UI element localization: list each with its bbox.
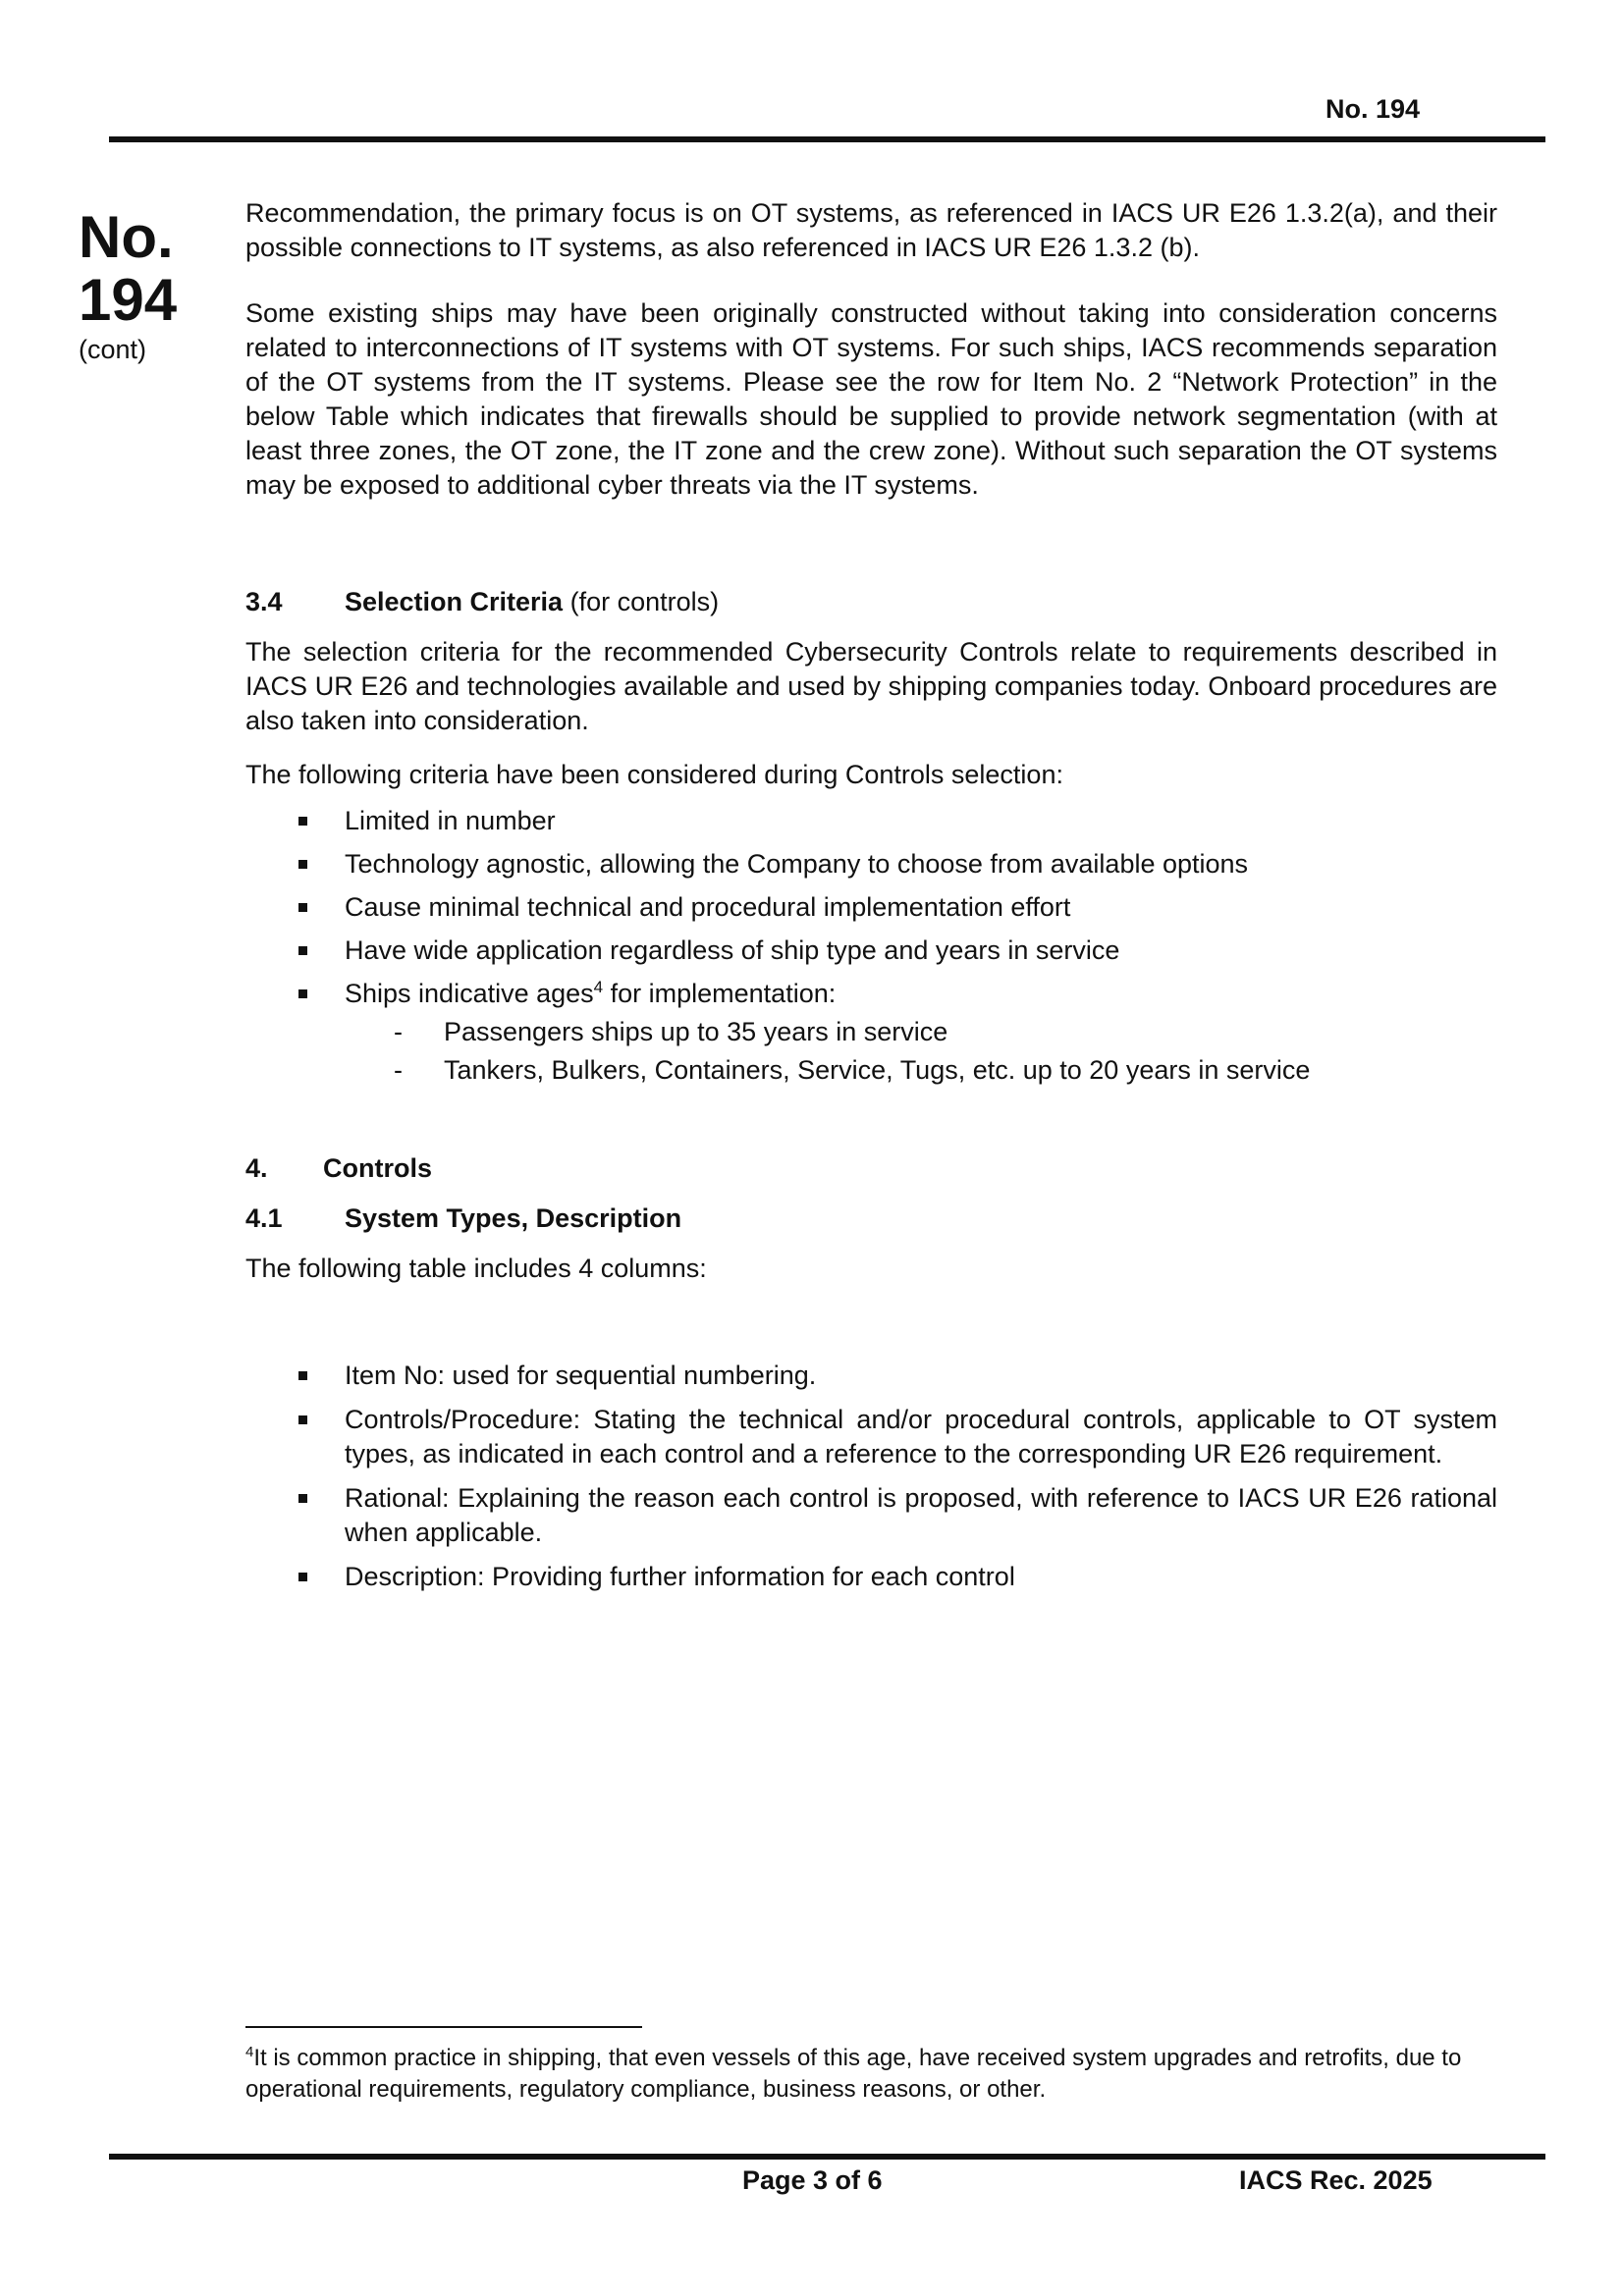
criteria-intro-paragraph: The following criteria have been considered during Controls selection: <box>245 760 1063 789</box>
section-4-1-heading <box>245 1201 1497 1236</box>
dash-icon: - <box>394 1017 403 1046</box>
intro-paragraph-2: Some existing ships may have been originally constructed without taking into consideration concerns related to interconnections of IT systems with OT systems. For such ships, IACS recommends separation of the OT systems from the IT systems. Please see the row for Item No. 2 “Network Protection” in the below Table which indicates that firewalls should be supplied to provide network segmentation (with at least three zones, the OT zone, the IT zone and the crew zone). Without such separation the OT systems may be exposed to additional cyber threats via the IT systems. <box>245 298 1497 500</box>
sub-list-item: - Tankers, Bulkers, Containers, Service, Tugs, etc. up to 20 years in service <box>345 1053 1497 1088</box>
list-item: Technology agnostic, allowing the Company to choose from available options <box>245 847 1497 881</box>
section-title: System Types, Description <box>345 1203 682 1233</box>
bullet-icon <box>298 903 307 912</box>
section-number: 4.1 <box>245 1203 283 1233</box>
bullet-icon <box>298 1573 307 1581</box>
selection-criteria-paragraph: The selection criteria for the recommended Cybersecurity Controls relate to requirements described in IACS UR E26 and technologies available and used by shipping companies today. Onboard procedures are also taken into consideration. <box>245 637 1497 735</box>
intro-paragraph-1: Recommendation, the primary focus is on OT systems, as referenced in IACS UR E26 1.3.2(a), and their possible connections to IT systems, as also referenced in IACS UR E26 1.3.2 (b). <box>245 198 1497 262</box>
columns-list <box>245 1359 1497 1594</box>
side-label-no: No. <box>79 204 174 270</box>
sub-list-item: - Passengers ships up to 35 years in service <box>345 1015 1497 1049</box>
bullet-icon <box>298 989 307 998</box>
page-number: Page 3 of 6 <box>742 2165 883 2195</box>
header-rule <box>109 136 1545 142</box>
ages-sublist <box>345 1015 1497 1088</box>
section-number: 3.4 <box>245 587 283 616</box>
bullet-icon <box>298 1415 307 1424</box>
bullet-icon <box>298 1494 307 1503</box>
criteria-list <box>245 804 1497 1088</box>
footnote-ref[interactable]: 4 <box>593 978 604 996</box>
main-content <box>245 196 1497 1604</box>
list-item: Limited in number <box>245 804 1497 838</box>
bullet-icon <box>298 817 307 826</box>
list-item: Rational: Explaining the reason each control is proposed, with reference to IACS UR E26 rational when applicable. <box>245 1481 1497 1550</box>
list-item: Controls/Procedure: Stating the technical and/or procedural controls, applicable to OT system types, as indicated in each control and a reference to the corresponding UR E26 requirement. <box>245 1403 1497 1471</box>
section-title: Selection Criteria <box>345 587 564 616</box>
footer-rule <box>109 2154 1545 2160</box>
bullet-icon <box>298 860 307 869</box>
footnote <box>245 2043 1497 2106</box>
list-item: Item No: used for sequential numbering. <box>245 1359 1497 1393</box>
dash-icon: - <box>394 1055 403 1085</box>
list-item: Have wide application regardless of ship type and years in service <box>245 934 1497 968</box>
section-number: 4. <box>245 1153 268 1183</box>
header-doc-number: No. 194 <box>1325 94 1421 124</box>
list-item-ages: Ships indicative ages$^4$ for implementation: - Passengers ships up to 35 years in service - Tankers, Bulkers, Containers, Service, Tugs, etc. up to 20 years in service <box>245 977 1497 1088</box>
section-4-heading <box>245 1151 1497 1186</box>
footnote-marker: 4 <box>245 2044 254 2060</box>
side-label <box>79 206 187 365</box>
bullet-icon <box>298 1371 307 1380</box>
document-reference: IACS Rec. 2025 <box>1239 2165 1433 2195</box>
list-item: Cause minimal technical and procedural implementation effort <box>245 890 1497 925</box>
side-label-cont: (cont) <box>79 335 147 364</box>
footnote-separator <box>245 2026 642 2028</box>
section-3-4-heading <box>245 585 1497 619</box>
section-title-suffix: (for controls) <box>569 587 720 616</box>
footnote-text: It is common practice in shipping, that even vessels of this age, have received system upgrades and retrofits, due to operational requirements, regulatory compliance, business reasons, or other. <box>245 2045 1462 2103</box>
bullet-icon <box>298 946 307 955</box>
section-title: Controls <box>323 1153 432 1183</box>
side-label-number: 194 <box>79 267 178 333</box>
table-intro-paragraph: The following table includes 4 columns: <box>245 1254 707 1283</box>
list-item: Description: Providing further information for each control <box>245 1560 1497 1594</box>
